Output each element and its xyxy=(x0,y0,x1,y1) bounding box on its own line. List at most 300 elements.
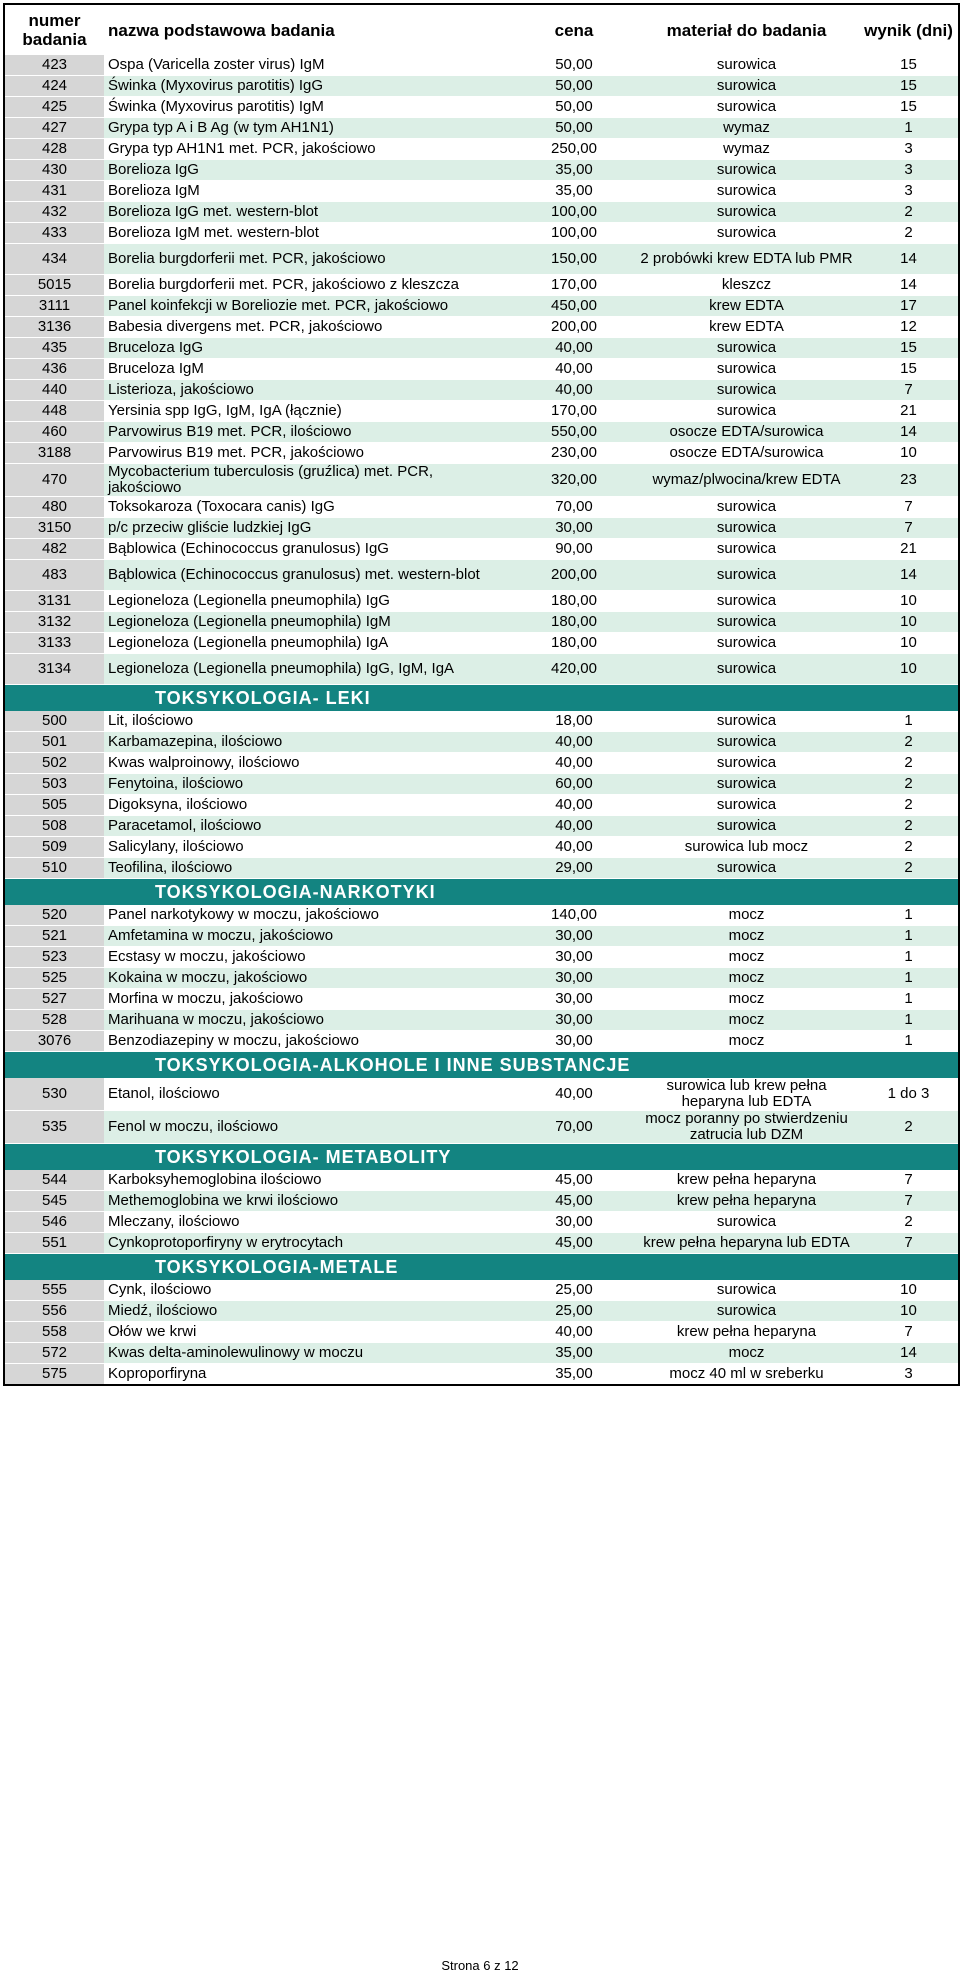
test-number: 501 xyxy=(4,732,104,753)
test-material: surowica xyxy=(634,816,859,837)
table-row xyxy=(4,497,959,518)
table-row xyxy=(4,947,959,968)
test-material: surowica xyxy=(634,223,859,244)
test-number: 544 xyxy=(4,1170,104,1191)
test-material: surowica xyxy=(634,497,859,518)
test-number: 433 xyxy=(4,223,104,244)
section-header xyxy=(4,1254,959,1281)
test-material: surowica xyxy=(634,1280,859,1301)
test-result-days: 3 xyxy=(859,1364,959,1386)
test-number: 470 xyxy=(4,464,104,497)
test-material: surowica xyxy=(634,202,859,223)
test-result-days: 3 xyxy=(859,160,959,181)
table-row xyxy=(4,1111,959,1144)
section-title: TOKSYKOLOGIA-NARKOTYKI xyxy=(4,879,959,906)
test-name: Legioneloza (Legionella pneumophila) IgM xyxy=(104,612,514,633)
test-name: Teofilina, ilościowo xyxy=(104,858,514,879)
test-material: 2 probówki krew EDTA lub PMR xyxy=(634,244,859,275)
test-name: Karboksyhemoglobina ilościowo xyxy=(104,1170,514,1191)
test-number: 483 xyxy=(4,560,104,591)
test-result-days: 10 xyxy=(859,654,959,685)
test-number: 440 xyxy=(4,380,104,401)
test-name: Amfetamina w moczu, jakościowo xyxy=(104,926,514,947)
test-number: 5015 xyxy=(4,275,104,296)
test-price: 25,00 xyxy=(514,1301,634,1322)
test-price: 200,00 xyxy=(514,317,634,338)
test-price: 35,00 xyxy=(514,181,634,202)
test-result-days: 1 xyxy=(859,1010,959,1031)
test-material: mocz xyxy=(634,1010,859,1031)
table-row xyxy=(4,202,959,223)
test-number: 555 xyxy=(4,1280,104,1301)
test-number: 523 xyxy=(4,947,104,968)
table-row xyxy=(4,1364,959,1386)
test-number: 3188 xyxy=(4,443,104,464)
test-price: 35,00 xyxy=(514,160,634,181)
test-result-days: 7 xyxy=(859,1191,959,1212)
test-number: 556 xyxy=(4,1301,104,1322)
test-name: Borelioza IgG xyxy=(104,160,514,181)
test-result-days: 2 xyxy=(859,1212,959,1233)
test-name: Fenol w moczu, ilościowo xyxy=(104,1111,514,1144)
test-name: Cynk, ilościowo xyxy=(104,1280,514,1301)
table-row xyxy=(4,139,959,160)
test-price: 35,00 xyxy=(514,1343,634,1364)
test-result-days: 12 xyxy=(859,317,959,338)
test-number: 430 xyxy=(4,160,104,181)
test-result-days: 10 xyxy=(859,443,959,464)
test-result-days: 10 xyxy=(859,633,959,654)
test-number: 3076 xyxy=(4,1031,104,1052)
test-number: 3132 xyxy=(4,612,104,633)
table-row xyxy=(4,633,959,654)
test-number: 505 xyxy=(4,795,104,816)
test-name: Borelioza IgM met. western-blot xyxy=(104,223,514,244)
test-price: 40,00 xyxy=(514,1322,634,1343)
test-number: 545 xyxy=(4,1191,104,1212)
table-row xyxy=(4,816,959,837)
test-price: 30,00 xyxy=(514,1031,634,1052)
table-row xyxy=(4,1212,959,1233)
test-name: Toksokaroza (Toxocara canis) IgG xyxy=(104,497,514,518)
test-price: 50,00 xyxy=(514,97,634,118)
test-price: 40,00 xyxy=(514,732,634,753)
test-result-days: 2 xyxy=(859,774,959,795)
table-row xyxy=(4,774,959,795)
test-result-days: 1 xyxy=(859,989,959,1010)
test-material: kleszcz xyxy=(634,275,859,296)
test-name: Miedź, ilościowo xyxy=(104,1301,514,1322)
test-name: Benzodiazepiny w moczu, jakościowo xyxy=(104,1031,514,1052)
test-price: 30,00 xyxy=(514,989,634,1010)
table-row xyxy=(4,989,959,1010)
test-material: krew EDTA xyxy=(634,296,859,317)
test-result-days: 2 xyxy=(859,1111,959,1144)
table-row xyxy=(4,359,959,380)
test-name: Borelioza IgG met. western-blot xyxy=(104,202,514,223)
section-title: TOKSYKOLOGIA-METALE xyxy=(4,1254,959,1281)
test-number: 435 xyxy=(4,338,104,359)
test-price: 90,00 xyxy=(514,539,634,560)
test-number: 427 xyxy=(4,118,104,139)
header-price: cena xyxy=(514,4,634,55)
test-name: Legioneloza (Legionella pneumophila) IgA xyxy=(104,633,514,654)
test-result-days: 14 xyxy=(859,560,959,591)
test-name: Mycobacterium tuberculosis (gruźlica) met. PCR, jakościowo xyxy=(104,464,514,497)
table-row xyxy=(4,905,959,926)
test-material: mocz poranny po stwierdzeniu zatrucia lub DZM xyxy=(634,1111,859,1144)
test-number: 448 xyxy=(4,401,104,422)
test-price: 70,00 xyxy=(514,497,634,518)
test-material: surowica xyxy=(634,711,859,732)
test-price: 40,00 xyxy=(514,795,634,816)
test-number: 508 xyxy=(4,816,104,837)
table-row xyxy=(4,1233,959,1254)
test-result-days: 1 xyxy=(859,947,959,968)
test-name: Ecstasy w moczu, jakościowo xyxy=(104,947,514,968)
test-price: 100,00 xyxy=(514,223,634,244)
header-number: numer badania xyxy=(4,4,104,55)
test-result-days: 14 xyxy=(859,244,959,275)
test-number: 510 xyxy=(4,858,104,879)
test-material: surowica xyxy=(634,359,859,380)
test-result-days: 1 xyxy=(859,1031,959,1052)
test-result-days: 15 xyxy=(859,338,959,359)
test-price: 50,00 xyxy=(514,76,634,97)
test-price: 30,00 xyxy=(514,926,634,947)
test-name: Cynkoprotoporfiryny w erytrocytach xyxy=(104,1233,514,1254)
table-row xyxy=(4,296,959,317)
test-result-days: 3 xyxy=(859,181,959,202)
test-material: wymaz xyxy=(634,139,859,160)
test-material: mocz xyxy=(634,947,859,968)
table-row xyxy=(4,732,959,753)
test-material: surowica xyxy=(634,633,859,654)
table-row xyxy=(4,560,959,591)
test-name: Ospa (Varicella zoster virus) IgM xyxy=(104,55,514,76)
test-price: 100,00 xyxy=(514,202,634,223)
test-result-days: 1 xyxy=(859,711,959,732)
test-number: 558 xyxy=(4,1322,104,1343)
table-row xyxy=(4,181,959,202)
test-name: Listerioza, jakościowo xyxy=(104,380,514,401)
test-material: surowica xyxy=(634,654,859,685)
test-name: Parvowirus B19 met. PCR, jakościowo xyxy=(104,443,514,464)
test-material: surowica xyxy=(634,518,859,539)
test-name: Marihuana w moczu, jakościowo xyxy=(104,1010,514,1031)
test-number: 460 xyxy=(4,422,104,443)
table-row xyxy=(4,1010,959,1031)
test-result-days: 15 xyxy=(859,76,959,97)
test-price: 170,00 xyxy=(514,275,634,296)
test-material: surowica xyxy=(634,181,859,202)
table-row xyxy=(4,1191,959,1212)
table-row xyxy=(4,55,959,76)
test-name: Bruceloza IgG xyxy=(104,338,514,359)
table-row xyxy=(4,654,959,685)
test-result-days: 7 xyxy=(859,497,959,518)
test-material: surowica xyxy=(634,55,859,76)
table-row xyxy=(4,753,959,774)
table-row xyxy=(4,926,959,947)
test-name: Świnka (Myxovirus parotitis) IgM xyxy=(104,97,514,118)
test-name: Etanol, ilościowo xyxy=(104,1078,514,1111)
section-title: TOKSYKOLOGIA-ALKOHOLE I INNE SUBSTANCJE xyxy=(4,1052,959,1079)
test-number: 3133 xyxy=(4,633,104,654)
test-material: surowica xyxy=(634,160,859,181)
test-price: 140,00 xyxy=(514,905,634,926)
section-title: TOKSYKOLOGIA- LEKI xyxy=(4,685,959,712)
test-name: Methemoglobina we krwi ilościowo xyxy=(104,1191,514,1212)
test-result-days: 10 xyxy=(859,612,959,633)
table-row xyxy=(4,223,959,244)
test-price: 45,00 xyxy=(514,1233,634,1254)
test-material: surowica lub krew pełna heparyna lub EDTA xyxy=(634,1078,859,1111)
test-number: 3131 xyxy=(4,591,104,612)
test-price: 18,00 xyxy=(514,711,634,732)
test-number: 530 xyxy=(4,1078,104,1111)
test-price: 180,00 xyxy=(514,612,634,633)
test-price: 40,00 xyxy=(514,816,634,837)
test-material: surowica xyxy=(634,732,859,753)
test-material: surowica xyxy=(634,380,859,401)
header-material: materiał do badania xyxy=(634,4,859,55)
test-number: 423 xyxy=(4,55,104,76)
table-row xyxy=(4,1170,959,1191)
test-name: Mleczany, ilościowo xyxy=(104,1212,514,1233)
test-name: Bruceloza IgM xyxy=(104,359,514,380)
test-name: Salicylany, ilościowo xyxy=(104,837,514,858)
test-number: 425 xyxy=(4,97,104,118)
test-material: surowica xyxy=(634,97,859,118)
table-row xyxy=(4,464,959,497)
test-number: 528 xyxy=(4,1010,104,1031)
test-material: mocz xyxy=(634,926,859,947)
test-price: 550,00 xyxy=(514,422,634,443)
test-number: 527 xyxy=(4,989,104,1010)
test-number: 575 xyxy=(4,1364,104,1386)
table-row xyxy=(4,518,959,539)
test-result-days: 14 xyxy=(859,1343,959,1364)
test-price: 150,00 xyxy=(514,244,634,275)
test-price: 200,00 xyxy=(514,560,634,591)
test-price: 40,00 xyxy=(514,1078,634,1111)
section-header xyxy=(4,685,959,712)
table-row xyxy=(4,539,959,560)
test-number: 3111 xyxy=(4,296,104,317)
test-result-days: 15 xyxy=(859,97,959,118)
test-number: 500 xyxy=(4,711,104,732)
test-name: Digoksyna, ilościowo xyxy=(104,795,514,816)
test-number: 428 xyxy=(4,139,104,160)
test-name: Morfina w moczu, jakościowo xyxy=(104,989,514,1010)
test-number: 502 xyxy=(4,753,104,774)
test-material: krew EDTA xyxy=(634,317,859,338)
test-price: 40,00 xyxy=(514,338,634,359)
test-number: 521 xyxy=(4,926,104,947)
price-list xyxy=(3,3,958,1386)
table-row xyxy=(4,401,959,422)
table-row xyxy=(4,1031,959,1052)
test-number: 3150 xyxy=(4,518,104,539)
test-result-days: 15 xyxy=(859,55,959,76)
test-price: 450,00 xyxy=(514,296,634,317)
test-name: Koproporfiryna xyxy=(104,1364,514,1386)
table-body xyxy=(4,55,959,1385)
test-material: krew pełna heparyna lub EDTA xyxy=(634,1233,859,1254)
test-price: 40,00 xyxy=(514,753,634,774)
table-row xyxy=(4,795,959,816)
test-number: 424 xyxy=(4,76,104,97)
test-material: surowica xyxy=(634,753,859,774)
test-result-days: 1 xyxy=(859,968,959,989)
test-result-days: 17 xyxy=(859,296,959,317)
test-material: surowica xyxy=(634,1212,859,1233)
test-material: surowica xyxy=(634,539,859,560)
test-result-days: 7 xyxy=(859,518,959,539)
test-material: mocz 40 ml w sreberku xyxy=(634,1364,859,1386)
test-result-days: 2 xyxy=(859,753,959,774)
test-name: Świnka (Myxovirus parotitis) IgG xyxy=(104,76,514,97)
test-result-days: 2 xyxy=(859,816,959,837)
test-name: Panel narkotykowy w moczu, jakościowo xyxy=(104,905,514,926)
test-price: 180,00 xyxy=(514,591,634,612)
table-row xyxy=(4,317,959,338)
test-result-days: 7 xyxy=(859,380,959,401)
test-name: Fenytoina, ilościowo xyxy=(104,774,514,795)
section-header xyxy=(4,879,959,906)
test-name: Ołów we krwi xyxy=(104,1322,514,1343)
table-row xyxy=(4,443,959,464)
test-price: 45,00 xyxy=(514,1170,634,1191)
test-material: surowica xyxy=(634,591,859,612)
test-number: 546 xyxy=(4,1212,104,1233)
test-material: krew pełna heparyna xyxy=(634,1170,859,1191)
test-material: osocze EDTA/surowica xyxy=(634,422,859,443)
test-material: mocz xyxy=(634,905,859,926)
table-row xyxy=(4,160,959,181)
test-name: Bąblowica (Echinococcus granulosus) met. western-blot xyxy=(104,560,514,591)
test-number: 482 xyxy=(4,539,104,560)
test-material: surowica xyxy=(634,560,859,591)
table-row xyxy=(4,97,959,118)
test-number: 535 xyxy=(4,1111,104,1144)
test-number: 434 xyxy=(4,244,104,275)
test-result-days: 1 xyxy=(859,118,959,139)
table-header xyxy=(4,4,959,55)
test-price: 320,00 xyxy=(514,464,634,497)
test-result-days: 23 xyxy=(859,464,959,497)
table-row xyxy=(4,968,959,989)
test-price: 170,00 xyxy=(514,401,634,422)
test-price: 30,00 xyxy=(514,947,634,968)
test-material: surowica xyxy=(634,795,859,816)
test-material: wymaz/plwocina/krew EDTA xyxy=(634,464,859,497)
test-number: 3134 xyxy=(4,654,104,685)
section-title: TOKSYKOLOGIA- METABOLITY xyxy=(4,1144,959,1171)
test-number: 525 xyxy=(4,968,104,989)
test-result-days: 1 xyxy=(859,926,959,947)
test-price: 180,00 xyxy=(514,633,634,654)
test-price: 30,00 xyxy=(514,968,634,989)
test-name: Borelioza IgM xyxy=(104,181,514,202)
table-row xyxy=(4,118,959,139)
test-number: 551 xyxy=(4,1233,104,1254)
test-material: surowica xyxy=(634,401,859,422)
table-row xyxy=(4,591,959,612)
test-material: mocz xyxy=(634,989,859,1010)
test-name: Grypa typ AH1N1 met. PCR, jakościowo xyxy=(104,139,514,160)
test-result-days: 21 xyxy=(859,539,959,560)
header-result-days: wynik (dni) xyxy=(859,4,959,55)
section-header xyxy=(4,1052,959,1079)
test-result-days: 1 xyxy=(859,905,959,926)
table-row xyxy=(4,1343,959,1364)
test-name: Kwas delta-aminolewulinowy w moczu xyxy=(104,1343,514,1364)
test-name: Legioneloza (Legionella pneumophila) IgG xyxy=(104,591,514,612)
page-number: Strona 6 z 12 xyxy=(441,1958,519,1973)
test-result-days: 21 xyxy=(859,401,959,422)
test-name: Karbamazepina, ilościowo xyxy=(104,732,514,753)
test-price: 30,00 xyxy=(514,1010,634,1031)
test-material: krew pełna heparyna xyxy=(634,1322,859,1343)
test-result-days: 7 xyxy=(859,1233,959,1254)
table-row xyxy=(4,338,959,359)
test-result-days: 2 xyxy=(859,837,959,858)
test-name: Borelia burgdorferii met. PCR, jakościowo xyxy=(104,244,514,275)
test-name: Borelia burgdorferii met. PCR, jakościowo z kleszcza xyxy=(104,275,514,296)
test-number: 431 xyxy=(4,181,104,202)
test-result-days: 2 xyxy=(859,795,959,816)
test-number: 480 xyxy=(4,497,104,518)
test-result-days: 15 xyxy=(859,359,959,380)
test-name: Parvowirus B19 met. PCR, ilościowo xyxy=(104,422,514,443)
test-number: 509 xyxy=(4,837,104,858)
test-price: 30,00 xyxy=(514,518,634,539)
table-row xyxy=(4,837,959,858)
test-material: surowica xyxy=(634,338,859,359)
test-price: 250,00 xyxy=(514,139,634,160)
test-price: 40,00 xyxy=(514,359,634,380)
table-row xyxy=(4,275,959,296)
price-table xyxy=(3,3,960,1386)
test-material: surowica xyxy=(634,858,859,879)
test-result-days: 14 xyxy=(859,422,959,443)
test-name: Lit, ilościowo xyxy=(104,711,514,732)
test-price: 40,00 xyxy=(514,380,634,401)
table-row xyxy=(4,1322,959,1343)
test-price: 45,00 xyxy=(514,1191,634,1212)
test-name: Babesia divergens met. PCR, jakościowo xyxy=(104,317,514,338)
test-result-days: 2 xyxy=(859,202,959,223)
test-price: 70,00 xyxy=(514,1111,634,1144)
test-price: 25,00 xyxy=(514,1280,634,1301)
test-result-days: 2 xyxy=(859,732,959,753)
test-result-days: 1 do 3 xyxy=(859,1078,959,1111)
test-result-days: 7 xyxy=(859,1322,959,1343)
table-row xyxy=(4,380,959,401)
test-result-days: 10 xyxy=(859,1280,959,1301)
test-name: Panel koinfekcji w Boreliozie met. PCR, jakościowo xyxy=(104,296,514,317)
test-material: surowica xyxy=(634,76,859,97)
table-row xyxy=(4,76,959,97)
test-price: 230,00 xyxy=(514,443,634,464)
test-result-days: 14 xyxy=(859,275,959,296)
test-name: Bąblowica (Echinococcus granulosus) IgG xyxy=(104,539,514,560)
test-result-days: 10 xyxy=(859,591,959,612)
test-material: surowica xyxy=(634,612,859,633)
test-name: Paracetamol, ilościowo xyxy=(104,816,514,837)
